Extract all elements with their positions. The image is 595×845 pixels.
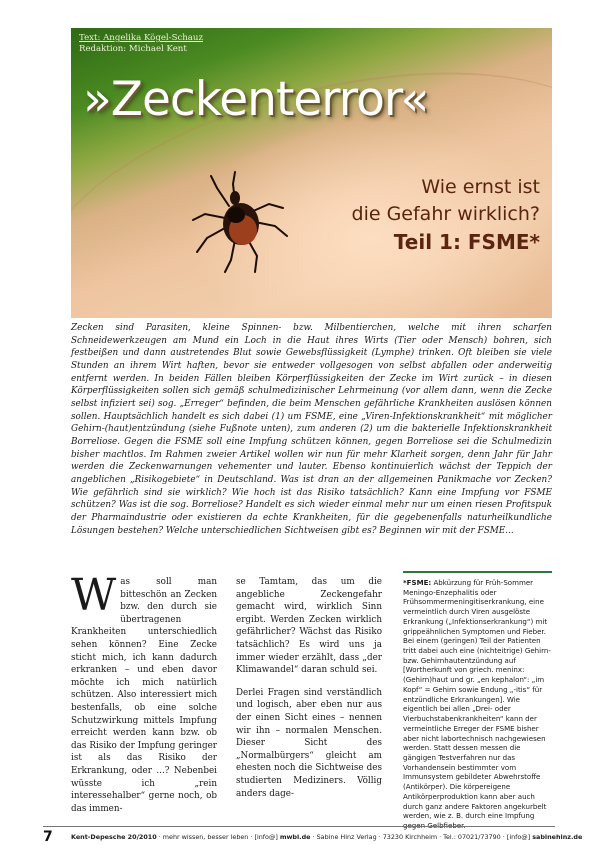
credit-editor: Redaktion: Michael Kent — [79, 44, 187, 54]
footer-publisher: · Sabine Hinz Verlag · 73230 Kirchheim · Tel.: 07021/73790 · [info@] — [310, 833, 533, 841]
footer-link-mwbl[interactable]: mwbl.de — [279, 833, 311, 841]
footer-issue: Kent-Depesche 20/2010 — [71, 833, 157, 841]
subtitle-line-2: die Gefahr wirklich? — [351, 203, 540, 225]
body-paragraph: se Tamtam, das um die angebliche Zeckengefahr gemacht wird, wirklich Sinn ergibt. Werden Zecken wirklich gefährlicher? Wächst das Risiko tatsächlich? Es wird uns ja immer wieder erzählt, dass „der Klimawandel“ daran schuld sei. — [236, 577, 382, 676]
footer-link-sabinehinz[interactable]: sabinehinz.de — [532, 833, 583, 841]
tick-shield — [227, 207, 245, 223]
body-column-1 — [71, 570, 217, 825]
subtitle-block — [352, 174, 540, 256]
footnote-box — [403, 571, 552, 843]
intro-paragraph: Zecken sind Parasiten, kleine Spinnen- bzw. Milbentierchen, welche mit ihren scharfen Schneidewerkzeugen am Mund ein Loch in die Haut ihres Wirts (Tier oder Mensch) bohren, sich festbeißen und dann austretendes Blut sowie Gewebsflüssigkeit (Lymphe) trinken. Oft bleiben sie viele Stunden an ihrem Wirt haften, bevor sie entweder vollgesogen von selbst abfallen oder anderweitig entfernt werden. In beiden Fällen bleiben Körperflüssigkeiten der Zecke im Wirt zurück – in diesen Körperflüssigkeiten sollen sich gemäß schulmedizinischer Lehrmeinung (vor allem dann, wenn die Zecke selbst infiziert sei) sog. „Erreger“ befinden, die beim Menschen gefährliche Krankheiten auslösen können sollen. Hauptsächlich handelt es sich dabei (1) um FSME, eine „Viren-Infektionskrankheit“ mit möglicher Gehirn-(haut)entzündung (siehe Fußnote unten), zum anderen (2) um die bakterielle Infektionskrankheit Borreliose. Gegen die FSME soll eine Impfung schützen können, gegen Borreliose sei die Schulmedizin bisher machtlos. Im Rahmen zweier Artikel wollen wir nun für mehr Klarheit sorgen, denn Jahr für Jahr werden die Zeckenwarnungen vehementer und lauter. Ebenso kontinuierlich wächst der Teppich der angeblichen „Risikogebiete“ in Deutschland. Was ist dran an der allgemeinen Panikmache vor Zecken? Wie gefährlich sind sie wirklich? Wie hoch ist das Risiko tatsächlich? Kann eine Impfung vor FSME schützen? Was ist die sog. Borreliose? Handelt es sich wieder einmal mehr nur um einen riesen Profitspuk der Pharmaindustrie oder existieren da echte Krankheiten, für die gegebenenfalls naturheilkundliche Lösungen bestehen? Welche unterschiedlichen Sichtweisen gibt es? Beginnen wir mit der FSME... — [71, 323, 552, 536]
footer-tagline: · mehr wissen, besser leben · [info@] — [156, 833, 280, 841]
footnote-term: *FSME: — [403, 578, 432, 587]
tick-illustration — [189, 168, 289, 278]
body-text: as soll man bitteschön an Zecken bzw. den durch sie übertragenen Krankheiten unterschiedlich sehen können? Eine Zecke sticht mich, ich kann dadurch erkranken – und eben davor möchte ich mich natürlich schützen. Also interessiert mich bestenfalls, ob eine solche Schutzwirkung mittels Impfung erreicht werden kann bzw. ob das Risiko der Impfung geringer ist als das Risiko der Erkrankung, oder ...? Nebenbei wüsste ich „rein interessehalber“ gerne noch, ob das immen- — [71, 577, 217, 814]
tick-head — [230, 191, 240, 205]
body-column-2 — [236, 576, 382, 810]
body-paragraph — [71, 570, 217, 815]
footer-line — [71, 833, 583, 841]
footer-rule — [43, 826, 555, 827]
body-paragraph: Derlei Fragen sind verständlich und logisch, aber eben nur aus der einen Sicht eines – nennen wir ihn – normalen Menschen. Dieser Sicht des „Normalbürgers“ gleicht am ehesten noch die Sichtweise des studierten Mediziners. Völlig anders dage- — [236, 687, 382, 799]
credit-author: Text: Angelika Kögel-Schauz — [79, 33, 203, 43]
subtitle-line-1: Wie ernst ist — [421, 176, 540, 198]
subtitle-part-label: Teil 1: FSME* — [393, 230, 540, 254]
page-number: 7 — [43, 829, 53, 845]
hero-image — [71, 28, 552, 318]
footnote-text: Abkürzung für Früh-Sommer Meningo-Enzephalitis oder Frühsommermeningitiserkrankung, eine vermeintlich durch Viren ausgelöste Erkrankung („Infektionserkrankung“) mit grippeähnlichen Symptomen und Fieber. Bei einem (geringen) Teil der Patienten tritt dabei auch eine (nichteitrige) Gehirn- bzw. Gehirnhautentzündung auf [Wortherkunft von griech. meninx: (Gehirn)haut und gr. „en kephalon“: „im Kopf“ = Gehirn sowie Endung „-itis“ für entzündliche Erkrankungen]. Wie eigentlich bei allen „Drei- oder Vierbuchstabenkrankheiten“ kann der vermeintliche Erreger der FSME bisher aber nicht labortechnisch nachgewiesen werden. Statt dessen messen die gängigen Testverfahren nur das Vorhandensein bestimmter vom Immunsystem gebildeter Abwehrstoffe (Antikörper). Die körpereigene Antikörperproduktion kann aber auch durch ganz andere Faktoren angekurbelt werden, wie z. B. durch eine Impfung gegen Gelbfieber. — [403, 578, 551, 830]
author-credits — [79, 33, 203, 55]
article-title: »Zeckenterror« — [83, 72, 429, 127]
drop-cap: W — [71, 570, 117, 621]
